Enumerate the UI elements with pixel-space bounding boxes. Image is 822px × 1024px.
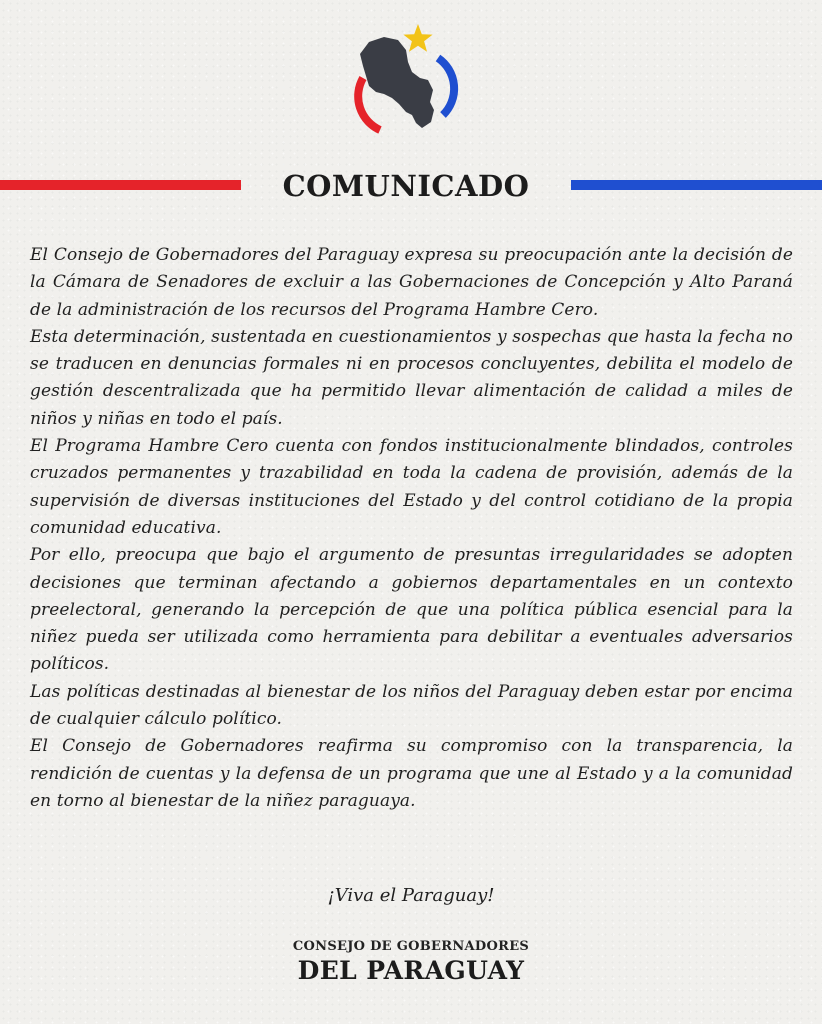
closing-exclamation: ¡Viva el Paraguay! <box>327 885 495 906</box>
paragraph: Las políticas destinadas al bienestar de los niños del Paraguay deben estar por encima de cualquier cálculo político. <box>30 681 793 730</box>
signature-line-1: CONSEJO DE GOBERNADORES <box>292 939 530 954</box>
signature-line-2: DEL PARAGUAY <box>297 956 525 985</box>
paragraph: Esta determinación, sustentada en cuestionamientos y sospechas que hasta la fecha no se traducen en denuncias formales ni en procesos concluyentes, debilita el modelo de gestión descentralizada que ha permitido llevar alimentación de calidad a miles de niños y niñas en todo el país. <box>30 326 793 429</box>
paragraph: El Consejo de Gobernadores reafirma su compromiso con la transparencia, la rendición de cuentas y la defensa de un programa que une al Estado y a la comunidad en torno al bienestar de la niñez paraguaya. <box>30 736 793 811</box>
paragraph: El Consejo de Gobernadores del Paraguay expresa su preocupación ante la decisión de la Cámara de Senadores de excluir a las Gobernaciones de Concepción y Alto Paraná de la administración de los recursos del Programa Hambre Cero. <box>30 245 793 320</box>
paragraph: Por ello, preocupa que bajo el argumento de presuntas irregularidades se adopten decisiones que terminan afectando a gobiernos departamentales en un contexto preelectoral, generando la percepción de que una política pública esencial para la niñez pueda ser utilizada como herramienta para debilitar a eventuales adversarios políticos. <box>30 545 793 675</box>
red-rule <box>0 180 241 190</box>
paragraph: El Programa Hambre Cero cuenta con fondos institucionalmente blindados, controles cruzados permanentes y trazabilidad en toda la cadena de provisión, además de la supervisión de diversas instituciones del Estado y del control cotidiano de la propia comunidad educativa. <box>30 436 793 538</box>
blue-rule <box>571 180 822 190</box>
header <box>0 166 822 206</box>
statement-body <box>30 242 793 815</box>
page-title: COMUNICADO <box>282 169 530 203</box>
paraguay-map-star-logo <box>336 20 462 148</box>
